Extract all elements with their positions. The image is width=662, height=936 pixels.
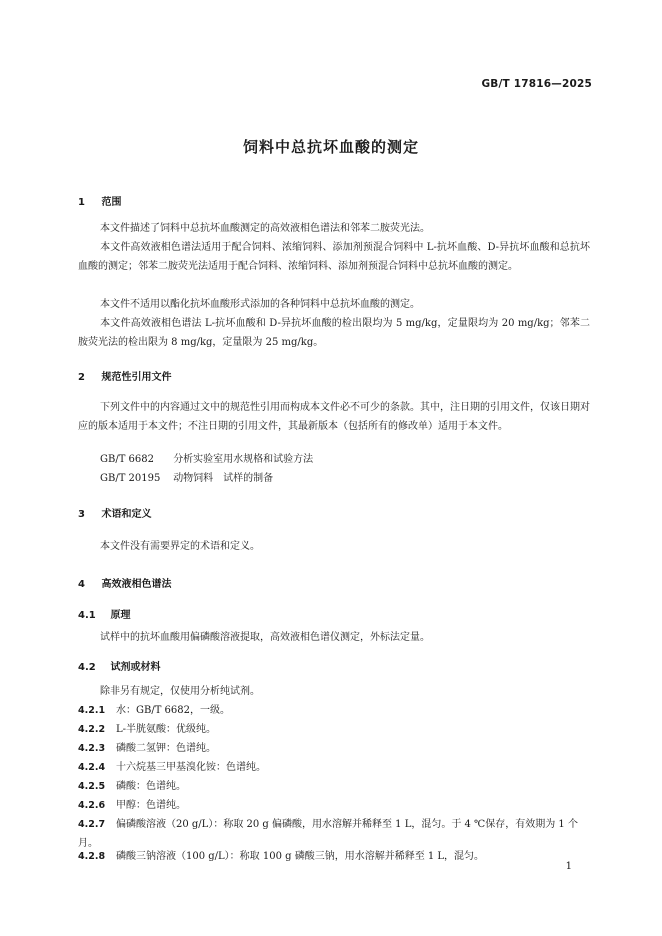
clause-number: 4.2.3 <box>78 743 106 754</box>
paragraph-text: 本文件没有需要界定的术语和定义。 <box>100 541 260 552</box>
clause-number: 4.2.4 <box>78 762 106 773</box>
paragraph-text: 本文件高效液相色谱法适用于配合饲料、浓缩饲料、添加剂预混合饲料中 L-抗坏血酸、D-异抗坏血酸和总抗坏血酸的测定；邻苯二胺荧光法适用于配合饲料、浓缩饲料、添加剂预混合饲料中总抗坏血酸的测定。 <box>78 242 590 272</box>
reference-code: GB/T 6682 <box>100 454 155 465</box>
clause-item <box>78 847 590 866</box>
page-number: 1 <box>565 861 572 872</box>
section-4-heading <box>78 575 171 590</box>
section-title: 规范性引用文件 <box>101 372 172 383</box>
reference-item <box>100 450 313 469</box>
clause-item <box>78 796 590 815</box>
subsection-title: 试剂或材料 <box>110 662 161 673</box>
clause-item <box>78 701 590 720</box>
paragraph-text: 本文件高效液相色谱法 L-抗坏血酸和 D-异抗坏血酸的检出限均为 5 mg/kg，定量限均为 20 mg/kg；邻苯二胺荧光法的检出限为 8 mg/kg，定量限为 25 mg/kg。 <box>78 318 590 348</box>
paragraph <box>78 219 590 238</box>
clause-number: 4.2.8 <box>78 851 106 862</box>
clause-text: 磷酸：色谱纯。 <box>116 781 186 792</box>
reference-title: 动物饲料 试样的制备 <box>173 473 274 484</box>
subsection-number: 4.2 <box>78 662 96 673</box>
paragraph-text: 除非另有规定，仅使用分析纯试剂。 <box>100 686 260 697</box>
reference-item <box>100 469 273 488</box>
paragraph-text: 本文件描述了饲料中总抗坏血酸测定的高效液相色谱法和邻苯二胺荧光法。 <box>100 223 430 234</box>
section-title: 范围 <box>101 197 122 208</box>
subsection-4-1-heading <box>78 606 130 621</box>
subsection-title: 原理 <box>110 610 131 621</box>
clause-text: 磷酸三钠溶液（100 g/L）：称取 100 g 磷酸三钠，用水溶解并稀释至 1 L，混匀。 <box>116 851 485 862</box>
paragraph-text: 下列文件中的内容通过文中的规范性引用而构成本文件必不可少的条款。其中，注日期的引用文件，仅该日期对应的版本适用于本文件；不注日期的引用文件，其最新版本（包括所有的修改单）适用于本文件。 <box>78 402 590 432</box>
paragraph-text: 本文件不适用以酯化抗坏血酸形式添加的各种饲料中总抗坏血酸的测定。 <box>100 299 420 310</box>
clause-text: L-半胱氨酸：优级纯。 <box>116 724 217 735</box>
clause-number: 4.2.2 <box>78 724 106 735</box>
section-number: 3 <box>78 509 85 520</box>
section-number: 2 <box>78 372 85 383</box>
clause-item <box>78 777 590 796</box>
paragraph <box>78 628 590 647</box>
clause-text: 甲醇：色谱纯。 <box>116 800 186 811</box>
clause-text: 十六烷基三甲基溴化铵：色谱纯。 <box>116 762 266 773</box>
clause-text: 偏磷酸溶液（20 g/L）：称取 20 g 偏磷酸，用水溶解并稀释至 1 L，混匀。于 4 ℃保存，有效期为 1 个月。 <box>78 819 578 849</box>
clause-text: 水：GB/T 6682，一级。 <box>116 705 231 716</box>
clause-number: 4.2.6 <box>78 800 106 811</box>
subsection-number: 4.1 <box>78 610 96 621</box>
paragraph <box>78 295 590 314</box>
paragraph <box>78 398 590 436</box>
clause-number: 4.2.7 <box>78 819 106 830</box>
paragraph <box>78 314 590 352</box>
reference-code: GB/T 20195 <box>100 473 161 484</box>
section-number: 1 <box>78 197 85 208</box>
clause-item <box>78 758 590 777</box>
subsection-4-2-heading <box>78 658 160 673</box>
paragraph <box>78 238 590 276</box>
section-2-heading <box>78 368 171 383</box>
clause-item <box>78 720 590 739</box>
clause-item <box>78 739 590 758</box>
section-1-heading <box>78 193 121 208</box>
clause-number: 4.2.5 <box>78 781 106 792</box>
clause-number: 4.2.1 <box>78 705 106 716</box>
section-title: 术语和定义 <box>101 509 152 520</box>
clause-text: 磷酸二氢钾：色谱纯。 <box>116 743 216 754</box>
paragraph <box>78 682 590 701</box>
reference-title: 分析实验室用水规格和试验方法 <box>173 454 314 465</box>
section-3-heading <box>78 505 151 520</box>
section-title: 高效液相色谱法 <box>101 579 172 590</box>
section-number: 4 <box>78 579 85 590</box>
standard-code: GB/T 17816—2025 <box>481 78 592 90</box>
document-title: 饲料中总抗坏血酸的测定 <box>242 138 419 156</box>
paragraph-text: 试样中的抗坏血酸用偏磷酸溶液提取，高效液相色谱仪测定，外标法定量。 <box>100 632 430 643</box>
paragraph <box>78 537 590 556</box>
